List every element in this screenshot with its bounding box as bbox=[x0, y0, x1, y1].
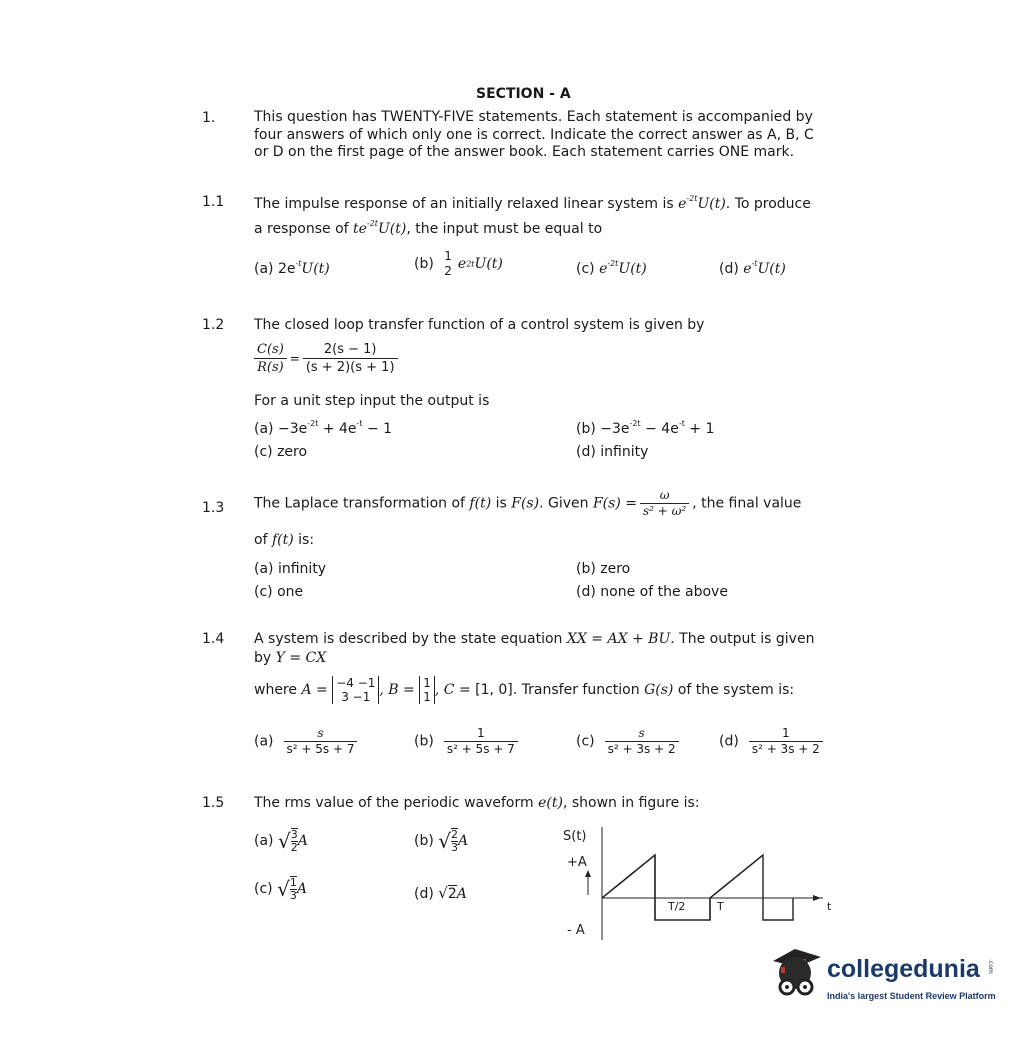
question-number: 1.5 bbox=[202, 795, 225, 811]
question-text: The closed loop transfer function of a control system is given by bbox=[254, 317, 705, 333]
fig-minus-a-label: - A bbox=[567, 923, 585, 938]
option-d[interactable]: (d) none of the above bbox=[576, 584, 728, 600]
question-text: The Laplace transformation of f(t) is F(s). Given F(s) = $\frac{\omega}{\text{s² + ω²}}$ , the final value bbox=[254, 488, 802, 518]
option-c[interactable]: (c) $\frac{s}{\text{s² + 3s + 2}}$ bbox=[576, 726, 682, 757]
option-d[interactable]: (d) $e^{-t}U(t)$ bbox=[719, 259, 786, 277]
instruction-line: This question has TWENTY-FIVE statements. Each statement is accompanied by bbox=[254, 109, 813, 125]
fig-t-half-label: T/2 bbox=[668, 900, 686, 913]
instructions bbox=[254, 109, 814, 162]
question-text: A system is described by the state equation XX = AX + BU. The output is given bbox=[254, 631, 815, 647]
fraction: 1 2 bbox=[444, 249, 452, 278]
option-c[interactable]: (c) zero bbox=[254, 444, 308, 460]
question-text: The rms value of the periodic waveform e(t), shown in figure is: bbox=[254, 795, 700, 811]
section-title: SECTION - A bbox=[476, 86, 571, 102]
option-b[interactable]: (b) √ $\frac{2}{3}$ A bbox=[414, 828, 469, 854]
instruction-line: or D on the first page of the answer book. Each statement carries ONE mark. bbox=[254, 144, 795, 160]
waveform-cycle-1 bbox=[602, 855, 710, 920]
logo-brand: collegedunia bbox=[827, 955, 980, 983]
question-number: 1.3 bbox=[202, 500, 225, 516]
transfer-function: $\frac{C(s)}{R(s)}$ = $\frac{2(s - 1)}{(s + 2)(s + 1)}$ bbox=[254, 341, 401, 376]
question-number: 1.4 bbox=[202, 631, 225, 647]
option-a[interactable]: (a) infinity bbox=[254, 561, 327, 577]
matrix-definition: where A = −4 −1 3 −1 , B = 1 1 , C = [1, 0]. Transfer function G(s) of the system is: bbox=[254, 676, 795, 704]
option-b[interactable]: (b) $\frac{1}{\text{s² + 5s + 7}}$ bbox=[414, 726, 521, 757]
waveform-figure bbox=[555, 820, 845, 945]
question-number: 1.2 bbox=[202, 317, 225, 333]
sqrt-symbol: √ $\frac{1}{3}$ bbox=[277, 876, 297, 902]
sqrt-symbol: √ $\frac{3}{2}$ bbox=[277, 828, 298, 854]
right-arrow-icon bbox=[813, 895, 821, 901]
option-d[interactable]: (d) $\frac{1}{\text{s² + 3s + 2}}$ bbox=[719, 726, 826, 757]
option-a[interactable]: (a) $\frac{s}{\text{s² + 5s + 7}}$ bbox=[254, 726, 360, 757]
logo-tagline: India's largest Student Review Platform bbox=[827, 991, 996, 1001]
fig-t-label: t bbox=[827, 900, 832, 913]
option-d[interactable]: (d) infinity bbox=[576, 444, 649, 460]
question-text: of f(t) is: bbox=[254, 532, 315, 548]
mascot-icon bbox=[765, 943, 827, 1003]
option-c[interactable]: (c) one bbox=[254, 584, 304, 600]
option-c[interactable]: (c) √ $\frac{1}{3}$ A bbox=[254, 876, 307, 902]
question-number: 1. bbox=[202, 110, 216, 126]
question-text: For a unit step input the output is bbox=[254, 393, 490, 409]
sqrt-symbol: √ $\frac{2}{3}$ bbox=[438, 828, 459, 854]
up-arrowhead-icon bbox=[585, 870, 591, 877]
option-d[interactable]: (d) √2A bbox=[414, 884, 467, 902]
option-c[interactable]: (c) $e^{-2t}U(t)$ bbox=[576, 259, 647, 277]
question-number: 1.1 bbox=[202, 194, 225, 210]
question-text: a response of $te^{-2t}U(t)$, the input must be equal to bbox=[254, 219, 603, 237]
question-text: The impulse response of an initially relaxed linear system is $e^{-2t}U(t)$. To produce bbox=[254, 194, 811, 212]
collegedunia-logo bbox=[765, 943, 997, 1013]
fig-period-label: T bbox=[717, 900, 724, 913]
matrix-b: 1 1 bbox=[419, 676, 435, 704]
question-text: by Y = CX bbox=[254, 650, 327, 666]
matrix-a: −4 −1 3 −1 bbox=[332, 676, 379, 704]
instruction-line: four answers of which only one is correct. Indicate the correct answer as A, B, C bbox=[254, 126, 814, 143]
option-a[interactable]: (a) √ $\frac{3}{2}$ A bbox=[254, 828, 308, 854]
fig-s-label: S(t) bbox=[563, 829, 587, 844]
option-b[interactable]: $(b) -3e^{-2t} - 4e^{-t} + 1$ bbox=[576, 419, 715, 437]
option-a[interactable]: $(a) -3e^{-2t} + 4e^{-t} - 1$ bbox=[254, 419, 393, 437]
option-b[interactable]: (b) zero bbox=[576, 561, 631, 577]
logo-dotcom: .com bbox=[987, 959, 994, 974]
fig-plus-a-label: +A bbox=[567, 855, 587, 870]
option-b[interactable]: (b) 1 2 e2tU(t) bbox=[414, 249, 503, 278]
option-a[interactable]: (a) $2e^{-t}U(t)$ bbox=[254, 259, 330, 277]
